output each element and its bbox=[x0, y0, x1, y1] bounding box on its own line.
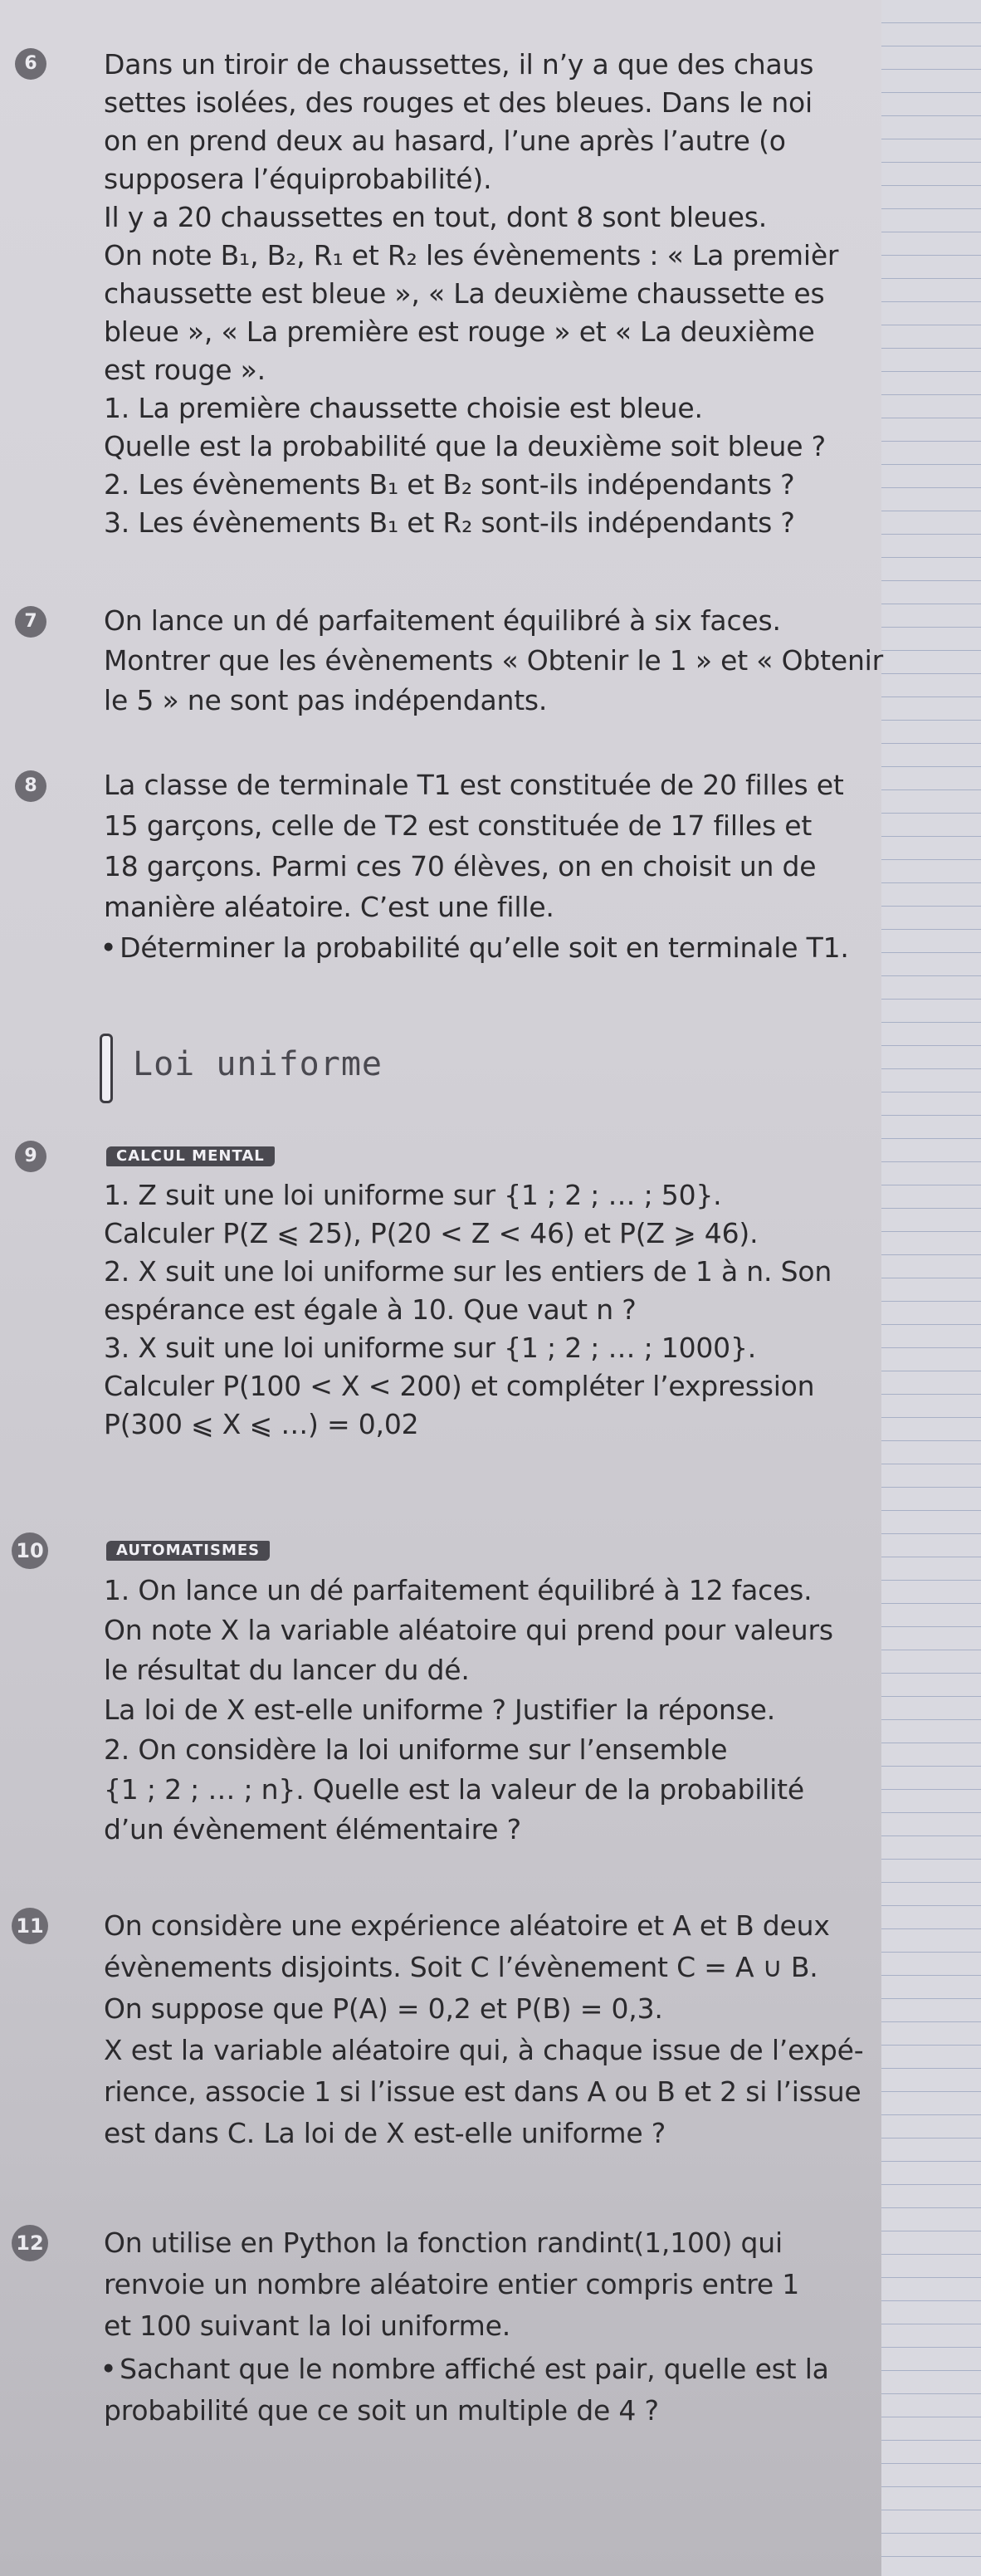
tag-automatismes: AUTOMATISMES bbox=[106, 1541, 270, 1561]
ex10-line: d’un évènement élémentaire ? bbox=[104, 1813, 521, 1845]
exercise-number-11: 11 bbox=[12, 1908, 48, 1944]
exercise-number-8: 8 bbox=[15, 770, 46, 802]
ex6-line: Quelle est la probabilité que la deuxième soit bleue ? bbox=[104, 430, 826, 462]
ex12-line: et 100 suivant la loi uniforme. bbox=[104, 2310, 511, 2342]
ex10-line: 2. On considère la loi uniforme sur l’ensemble bbox=[104, 1733, 728, 1766]
ex10-line: On note X la variable aléatoire qui prend pour valeurs bbox=[104, 1614, 833, 1646]
ex11-line: est dans C. La loi de X est-elle uniforme ? bbox=[104, 2117, 666, 2149]
ex8-line: 15 garçons, celle de T2 est constituée de 17 filles et bbox=[104, 809, 813, 842]
ex11-line: évènements disjoints. Soit C l’évènement C = A ∪ B. bbox=[104, 1951, 818, 1983]
ex12-line: renvoie un nombre aléatoire entier compris entre 1 bbox=[104, 2268, 800, 2300]
exercise-number-9: 9 bbox=[15, 1141, 46, 1172]
ex11-line: X est la variable aléatoire qui, à chaque issue de l’expé- bbox=[104, 2034, 864, 2066]
ex9-line: 2. X suit une loi uniforme sur les entiers de 1 à n. Son bbox=[104, 1255, 832, 1288]
ex10-line: le résultat du lancer du dé. bbox=[104, 1654, 470, 1686]
ex6-question-2: 2. Les évènements B₁ et B₂ sont-ils indépendants ? bbox=[104, 468, 795, 501]
ex6-line: On note B₁, B₂, R₁ et R₂ les évènements : « La premièr bbox=[104, 239, 839, 271]
ex8-line: La classe de terminale T1 est constituée de 20 filles et bbox=[104, 769, 844, 801]
ex12-bullet: ● Sachant que le nombre affiché est pair, quelle est la bbox=[104, 2353, 829, 2388]
ex6-line: on en prend deux au hasard, l’une après l’autre (o bbox=[104, 125, 786, 157]
ex9-line: Calculer P(Z ⩽ 25), P(20 < Z < 46) et P(Z ⩾ 46). bbox=[104, 1217, 759, 1249]
ex10-line: La loi de X est-elle uniforme ? Justifier la réponse. bbox=[104, 1694, 776, 1726]
section-title: Loi uniforme bbox=[133, 1045, 383, 1083]
ex12-line: On utilise en Python la fonction randint(1,100) qui bbox=[104, 2227, 783, 2259]
ex12-line: probabilité que ce soit un multiple de 4 ? bbox=[104, 2394, 659, 2427]
ex7-line: le 5 » ne sont pas indépendants. bbox=[104, 684, 548, 716]
ex10-line: {1 ; 2 ; … ; n}. Quelle est la valeur de la probabilité bbox=[104, 1773, 804, 1806]
ex6-question-1: 1. La première chaussette choisie est bleue. bbox=[104, 392, 703, 424]
ex6-line: chaussette est bleue », « La deuxième chaussette es bbox=[104, 277, 825, 310]
ex9-line: espérance est égale à 10. Que vaut n ? bbox=[104, 1293, 637, 1326]
ex8-line: 18 garçons. Parmi ces 70 élèves, on en choisit un de bbox=[104, 850, 817, 882]
ex10-line: 1. On lance un dé parfaitement équilibré à 12 faces. bbox=[104, 1574, 813, 1606]
ex9-line: 3. X suit une loi uniforme sur {1 ; 2 ; … ; 1000}. bbox=[104, 1332, 757, 1364]
ex8-bullet: ● Déterminer la probabilité qu’elle soit en terminale T1. bbox=[104, 931, 849, 966]
ex11-line: rience, associe 1 si l’issue est dans A ou B et 2 si l’issue bbox=[104, 2075, 861, 2108]
ex6-line: settes isolées, des rouges et des bleues. Dans le noi bbox=[104, 86, 813, 119]
ex9-line: Calculer P(100 < X < 200) et compléter l’expression bbox=[104, 1370, 815, 1402]
ex6-line: supposera l’équiprobabilité). bbox=[104, 163, 492, 195]
ex7-line: Montrer que les évènements « Obtenir le 1 » et « Obtenir bbox=[104, 644, 884, 677]
exercise-number-12: 12 bbox=[12, 2225, 48, 2261]
ex8-line: manière aléatoire. C’est une fille. bbox=[104, 891, 554, 923]
tag-calcul-mental: CALCUL MENTAL bbox=[106, 1146, 275, 1166]
exercise-number-7: 7 bbox=[15, 606, 46, 638]
section-marker bbox=[100, 1034, 113, 1103]
ex11-line: On suppose que P(A) = 0,2 et P(B) = 0,3. bbox=[104, 1992, 663, 2025]
ex6-line: Dans un tiroir de chaussettes, il n’y a que des chaus bbox=[104, 48, 814, 81]
notebook-paper-edge bbox=[881, 0, 981, 2576]
ex6-line: bleue », « La première est rouge » et « La deuxième bbox=[104, 315, 815, 348]
exercise-number-10: 10 bbox=[12, 1532, 48, 1569]
ex9-line: P(300 ⩽ X ⩽ …) = 0,02 bbox=[104, 1408, 419, 1440]
ex7-line: On lance un dé parfaitement équilibré à six faces. bbox=[104, 604, 781, 637]
ex6-line: est rouge ». bbox=[104, 354, 266, 386]
ex9-line: 1. Z suit une loi uniforme sur {1 ; 2 ; … ; 50}. bbox=[104, 1179, 722, 1211]
ex6-line: Il y a 20 chaussettes en tout, dont 8 sont bleues. bbox=[104, 201, 768, 233]
ex6-question-3: 3. Les évènements B₁ et R₂ sont-ils indépendants ? bbox=[104, 506, 795, 539]
ex11-line: On considère une expérience aléatoire et A et B deux bbox=[104, 1909, 830, 1942]
exercise-number-6: 6 bbox=[15, 48, 46, 80]
